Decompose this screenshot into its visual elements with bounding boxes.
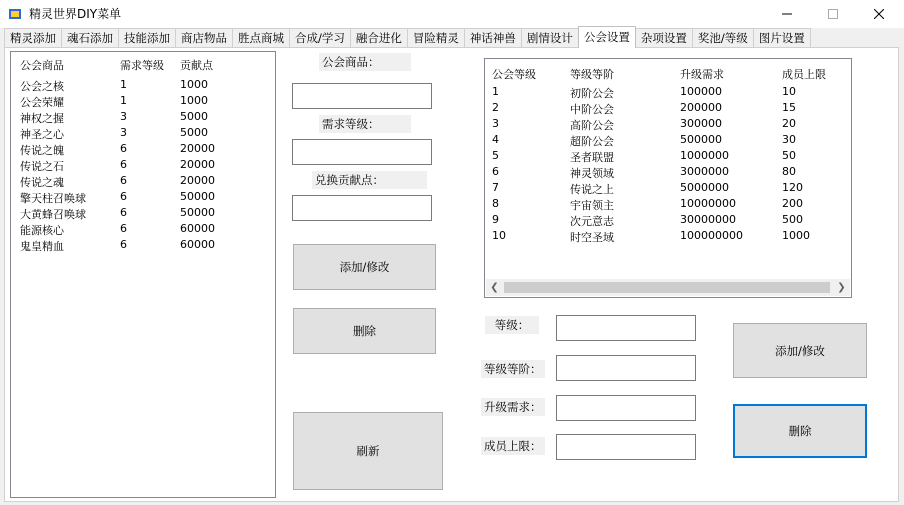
shop-row-7-cell-1: 6 bbox=[120, 190, 127, 203]
level-row-9-cell-1: 时空圣域 bbox=[570, 231, 614, 244]
minimize-icon bbox=[782, 9, 792, 19]
scroll-right-icon[interactable]: ❯ bbox=[837, 282, 846, 293]
guild-level-label: 等级： bbox=[485, 316, 539, 334]
level-row-0-cell-1: 初阶公会 bbox=[570, 87, 614, 100]
level-row-7-cell-1: 宇宙领主 bbox=[570, 199, 614, 212]
shop-row-6-cell-1: 6 bbox=[120, 174, 127, 187]
level-row-5-cell-2: 3000000 bbox=[680, 165, 729, 178]
tab-10[interactable]: 公会设置 bbox=[578, 26, 636, 48]
refresh-button[interactable]: 刷新 bbox=[293, 412, 443, 490]
level-row-2-cell-0[interactable]: 3 bbox=[492, 117, 499, 130]
shop-row-10-cell-1: 6 bbox=[120, 238, 127, 251]
tab-6[interactable]: 融合进化 bbox=[350, 28, 408, 48]
level-row-0-cell-0[interactable]: 1 bbox=[492, 85, 499, 98]
level-row-7-cell-3: 200 bbox=[782, 197, 803, 210]
shop-row-4-cell-2: 20000 bbox=[180, 142, 215, 155]
window-title: 精灵世界DIY菜单 bbox=[29, 7, 122, 21]
scroll-left-icon[interactable]: ❮ bbox=[490, 282, 499, 293]
level-row-0-cell-2: 100000 bbox=[680, 85, 722, 98]
level-row-3-cell-2: 500000 bbox=[680, 133, 722, 146]
shop-item-input[interactable] bbox=[292, 83, 432, 109]
tab-3[interactable]: 商店物品 bbox=[175, 28, 233, 48]
level-row-9-cell-2: 100000000 bbox=[680, 229, 743, 242]
maximize-icon bbox=[828, 9, 838, 19]
shop-item-label: 公会商品： bbox=[319, 53, 411, 71]
title-bar bbox=[0, 0, 904, 28]
level-row-6-cell-2: 5000000 bbox=[680, 181, 729, 194]
level-row-4-cell-0[interactable]: 5 bbox=[492, 149, 499, 162]
level-row-3-cell-0[interactable]: 4 bbox=[492, 133, 499, 146]
guild-level-input[interactable] bbox=[556, 315, 696, 341]
level-row-0-cell-3: 10 bbox=[782, 85, 796, 98]
shop-row-8-cell-1: 6 bbox=[120, 206, 127, 219]
level-row-8-cell-2: 30000000 bbox=[680, 213, 736, 226]
shop-row-4-cell-0[interactable]: 传说之魄 bbox=[20, 144, 64, 157]
shop-row-3-cell-2: 5000 bbox=[180, 126, 208, 139]
guild-tier-label: 等级等阶： bbox=[481, 360, 545, 378]
tab-5[interactable]: 合成/学习 bbox=[289, 28, 351, 48]
level-row-6-cell-1: 传说之上 bbox=[570, 183, 614, 196]
level-row-4-cell-1: 圣者联盟 bbox=[570, 151, 614, 164]
shop-row-7-cell-2: 50000 bbox=[180, 190, 215, 203]
shop-row-2-cell-0[interactable]: 神权之握 bbox=[20, 112, 64, 125]
shop-row-7-cell-0[interactable]: 擎天柱召唤球 bbox=[20, 192, 86, 205]
shop-level-input[interactable] bbox=[292, 139, 432, 165]
level-row-5-cell-0[interactable]: 6 bbox=[492, 165, 499, 178]
shop-row-8-cell-2: 50000 bbox=[180, 206, 215, 219]
shop-row-6-cell-2: 20000 bbox=[180, 174, 215, 187]
level-row-2-cell-3: 20 bbox=[782, 117, 796, 130]
shop-points-label: 兑换贡献点： bbox=[312, 171, 427, 189]
shop-row-6-cell-0[interactable]: 传说之魂 bbox=[20, 176, 64, 189]
level-row-8-cell-0[interactable]: 9 bbox=[492, 213, 499, 226]
level-row-4-cell-2: 1000000 bbox=[680, 149, 729, 162]
horizontal-scrollbar[interactable] bbox=[486, 279, 850, 296]
level-col-level[interactable]: 公会等级 bbox=[492, 68, 536, 81]
tab-12[interactable]: 奖池/等级 bbox=[692, 28, 754, 48]
shop-row-1-cell-1: 1 bbox=[120, 94, 127, 107]
tab-0[interactable]: 精灵添加 bbox=[4, 28, 62, 48]
guild-tier-input[interactable] bbox=[556, 355, 696, 381]
tab-1[interactable]: 魂石添加 bbox=[61, 28, 119, 48]
tab-8[interactable]: 神话神兽 bbox=[464, 28, 522, 48]
scroll-thumb[interactable] bbox=[504, 282, 830, 293]
level-row-9-cell-3: 1000 bbox=[782, 229, 810, 242]
level-row-2-cell-2: 300000 bbox=[680, 117, 722, 130]
level-col-members[interactable]: 成员上限 bbox=[782, 68, 826, 81]
app-icon bbox=[7, 6, 23, 22]
tab-7[interactable]: 冒险精灵 bbox=[407, 28, 465, 48]
shop-row-1-cell-2: 1000 bbox=[180, 94, 208, 107]
close-button[interactable] bbox=[856, 0, 902, 28]
level-row-5-cell-3: 80 bbox=[782, 165, 796, 178]
level-row-7-cell-0[interactable]: 8 bbox=[492, 197, 499, 210]
maximize-button[interactable] bbox=[810, 0, 856, 28]
minimize-button[interactable] bbox=[764, 0, 810, 28]
level-row-8-cell-3: 500 bbox=[782, 213, 803, 226]
shop-row-5-cell-1: 6 bbox=[120, 158, 127, 171]
shop-row-2-cell-1: 3 bbox=[120, 110, 127, 123]
level-row-6-cell-0[interactable]: 7 bbox=[492, 181, 499, 194]
level-row-1-cell-0[interactable]: 2 bbox=[492, 101, 499, 114]
shop-col-item[interactable]: 公会商品 bbox=[20, 59, 64, 72]
level-row-1-cell-2: 200000 bbox=[680, 101, 722, 114]
shop-row-2-cell-2: 5000 bbox=[180, 110, 208, 123]
guild-member-label: 成员上限： bbox=[481, 437, 545, 455]
shop-row-10-cell-2: 60000 bbox=[180, 238, 215, 251]
shop-row-0-cell-2: 1000 bbox=[180, 78, 208, 91]
shop-row-9-cell-1: 6 bbox=[120, 222, 127, 235]
shop-points-input[interactable] bbox=[292, 195, 432, 221]
shop-row-5-cell-2: 20000 bbox=[180, 158, 215, 171]
tab-9[interactable]: 剧情设计 bbox=[521, 28, 579, 48]
guild-member-input[interactable] bbox=[556, 434, 696, 460]
level-row-9-cell-0[interactable]: 10 bbox=[492, 229, 506, 242]
shop-level-label: 需求等级： bbox=[319, 115, 411, 133]
tab-strip bbox=[4, 28, 810, 48]
level-add-edit-button[interactable]: 添加/修改 bbox=[733, 323, 867, 378]
tab-13[interactable]: 图片设置 bbox=[753, 28, 811, 48]
guild-requirement-label: 升级需求： bbox=[481, 398, 545, 416]
shop-col-level[interactable]: 需求等级 bbox=[120, 59, 164, 72]
guild-settings-panel bbox=[4, 47, 899, 502]
shop-row-3-cell-1: 3 bbox=[120, 126, 127, 139]
close-icon bbox=[874, 9, 884, 19]
level-row-7-cell-2: 10000000 bbox=[680, 197, 736, 210]
level-row-5-cell-1: 神灵领域 bbox=[570, 167, 614, 180]
level-row-1-cell-1: 中阶公会 bbox=[570, 103, 614, 116]
shop-delete-button[interactable]: 删除 bbox=[293, 308, 436, 354]
shop-row-4-cell-1: 6 bbox=[120, 142, 127, 155]
guild-level-list[interactable] bbox=[484, 58, 852, 298]
guild-requirement-input[interactable] bbox=[556, 395, 696, 421]
level-col-tier[interactable]: 等级等阶 bbox=[570, 68, 614, 81]
shop-row-8-cell-0[interactable]: 大黄蜂召唤球 bbox=[20, 208, 86, 221]
tab-4[interactable]: 胜点商城 bbox=[232, 28, 290, 48]
level-row-4-cell-3: 50 bbox=[782, 149, 796, 162]
tab-2[interactable]: 技能添加 bbox=[118, 28, 176, 48]
shop-row-5-cell-0[interactable]: 传说之石 bbox=[20, 160, 64, 173]
level-row-1-cell-3: 15 bbox=[782, 101, 796, 114]
shop-add-edit-button[interactable]: 添加/修改 bbox=[293, 244, 436, 290]
shop-row-9-cell-2: 60000 bbox=[180, 222, 215, 235]
shop-row-3-cell-0[interactable]: 神圣之心 bbox=[20, 128, 64, 141]
level-row-3-cell-1: 超阶公会 bbox=[570, 135, 614, 148]
shop-row-1-cell-0[interactable]: 公会荣耀 bbox=[20, 96, 64, 109]
shop-col-points[interactable]: 贡献点 bbox=[180, 59, 213, 72]
shop-item-list[interactable] bbox=[10, 51, 276, 498]
shop-row-0-cell-0[interactable]: 公会之核 bbox=[20, 80, 64, 93]
shop-row-10-cell-0[interactable]: 鬼皇精血 bbox=[20, 240, 64, 253]
level-row-6-cell-3: 120 bbox=[782, 181, 803, 194]
level-row-3-cell-3: 30 bbox=[782, 133, 796, 146]
level-row-2-cell-1: 高阶公会 bbox=[570, 119, 614, 132]
shop-row-9-cell-0[interactable]: 能源核心 bbox=[20, 224, 64, 237]
level-delete-button[interactable]: 删除 bbox=[733, 404, 867, 458]
level-row-8-cell-1: 次元意志 bbox=[570, 215, 614, 228]
shop-row-0-cell-1: 1 bbox=[120, 78, 127, 91]
level-col-requirement[interactable]: 升级需求 bbox=[680, 68, 724, 81]
tab-11[interactable]: 杂项设置 bbox=[635, 28, 693, 48]
